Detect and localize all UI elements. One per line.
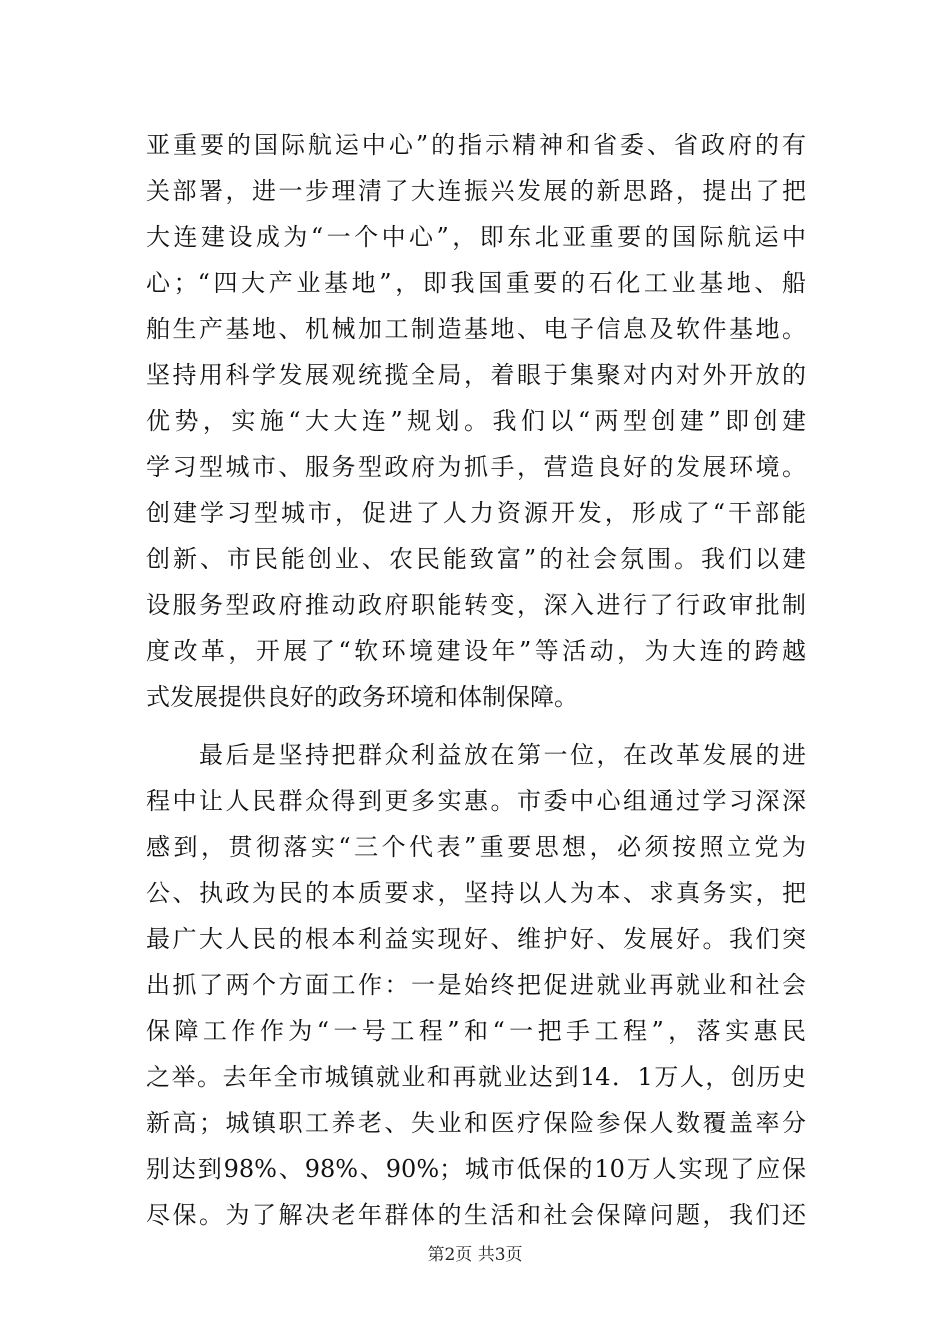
paragraph-spacer [146,720,806,732]
text-line: 程中让人民群众得到更多实惠。市委中心组通过学习深深 [146,787,806,815]
text-line: 创建学习型城市，促进了人力资源开发，形成了“干部能 [146,499,806,527]
text-line: 学习型城市、服务型政府为抓手，营造良好的发展环境。 [146,453,806,481]
text-line: 感到，贯彻落实“三个代表”重要思想，必须按照立党为 [146,833,806,861]
text-line: 最广大人民的根本利益实现好、维护好、发展好。我们突 [146,925,806,953]
text-line: 尽保。为了解决老年群体的生活和社会保障问题，我们还 [146,1201,806,1229]
paragraph-1 [146,122,806,720]
document-body [146,122,806,1238]
paragraph-2 [146,732,806,1238]
text-line: 亚重要的国际航运中心”的指示精神和省委、省政府的有 [146,131,806,159]
text-line: 别达到98%、98%、90%；城市低保的10万人实现了应保 [146,1155,806,1183]
text-line: 优势，实施“大大连”规划。我们以“两型创建”即创建 [146,407,806,435]
text-line: 创新、市民能创业、农民能致富”的社会氛围。我们以建 [146,545,806,573]
text-line: 之举。去年全市城镇就业和再就业达到14．1万人，创历史 [146,1063,806,1091]
text-line: 新高；城镇职工养老、失业和医疗保险参保人数覆盖率分 [146,1109,806,1137]
text-line: 心；“四大产业基地”，即我国重要的石化工业基地、船 [146,269,806,297]
text-line: 式发展提供良好的政务环境和体制保障。 [146,683,578,711]
text-line: 最后是坚持把群众利益放在第一位，在改革发展的进 [146,741,806,769]
text-line: 舶生产基地、机械加工制造基地、电子信息及软件基地。 [146,315,806,343]
page-number-footer: 第2页 共3页 [427,1245,523,1265]
text-line: 设服务型政府推动政府职能转变，深入进行了行政审批制 [146,591,806,619]
text-line: 保障工作作为“一号工程”和“一把手工程”，落实惠民 [146,1017,806,1045]
text-line: 关部署，进一步理清了大连振兴发展的新思路，提出了把 [146,177,806,205]
text-line: 公、执政为民的本质要求，坚持以人为本、求真务实，把 [146,879,806,907]
text-line: 坚持用科学发展观统揽全局，着眼于集聚对内对外开放的 [146,361,806,389]
text-line: 大连建设成为“一个中心”，即东北亚重要的国际航运中 [146,223,806,251]
text-line: 度改革，开展了“软环境建设年”等活动，为大连的跨越 [146,637,806,665]
text-line: 出抓了两个方面工作：一是始终把促进就业再就业和社会 [146,971,806,999]
